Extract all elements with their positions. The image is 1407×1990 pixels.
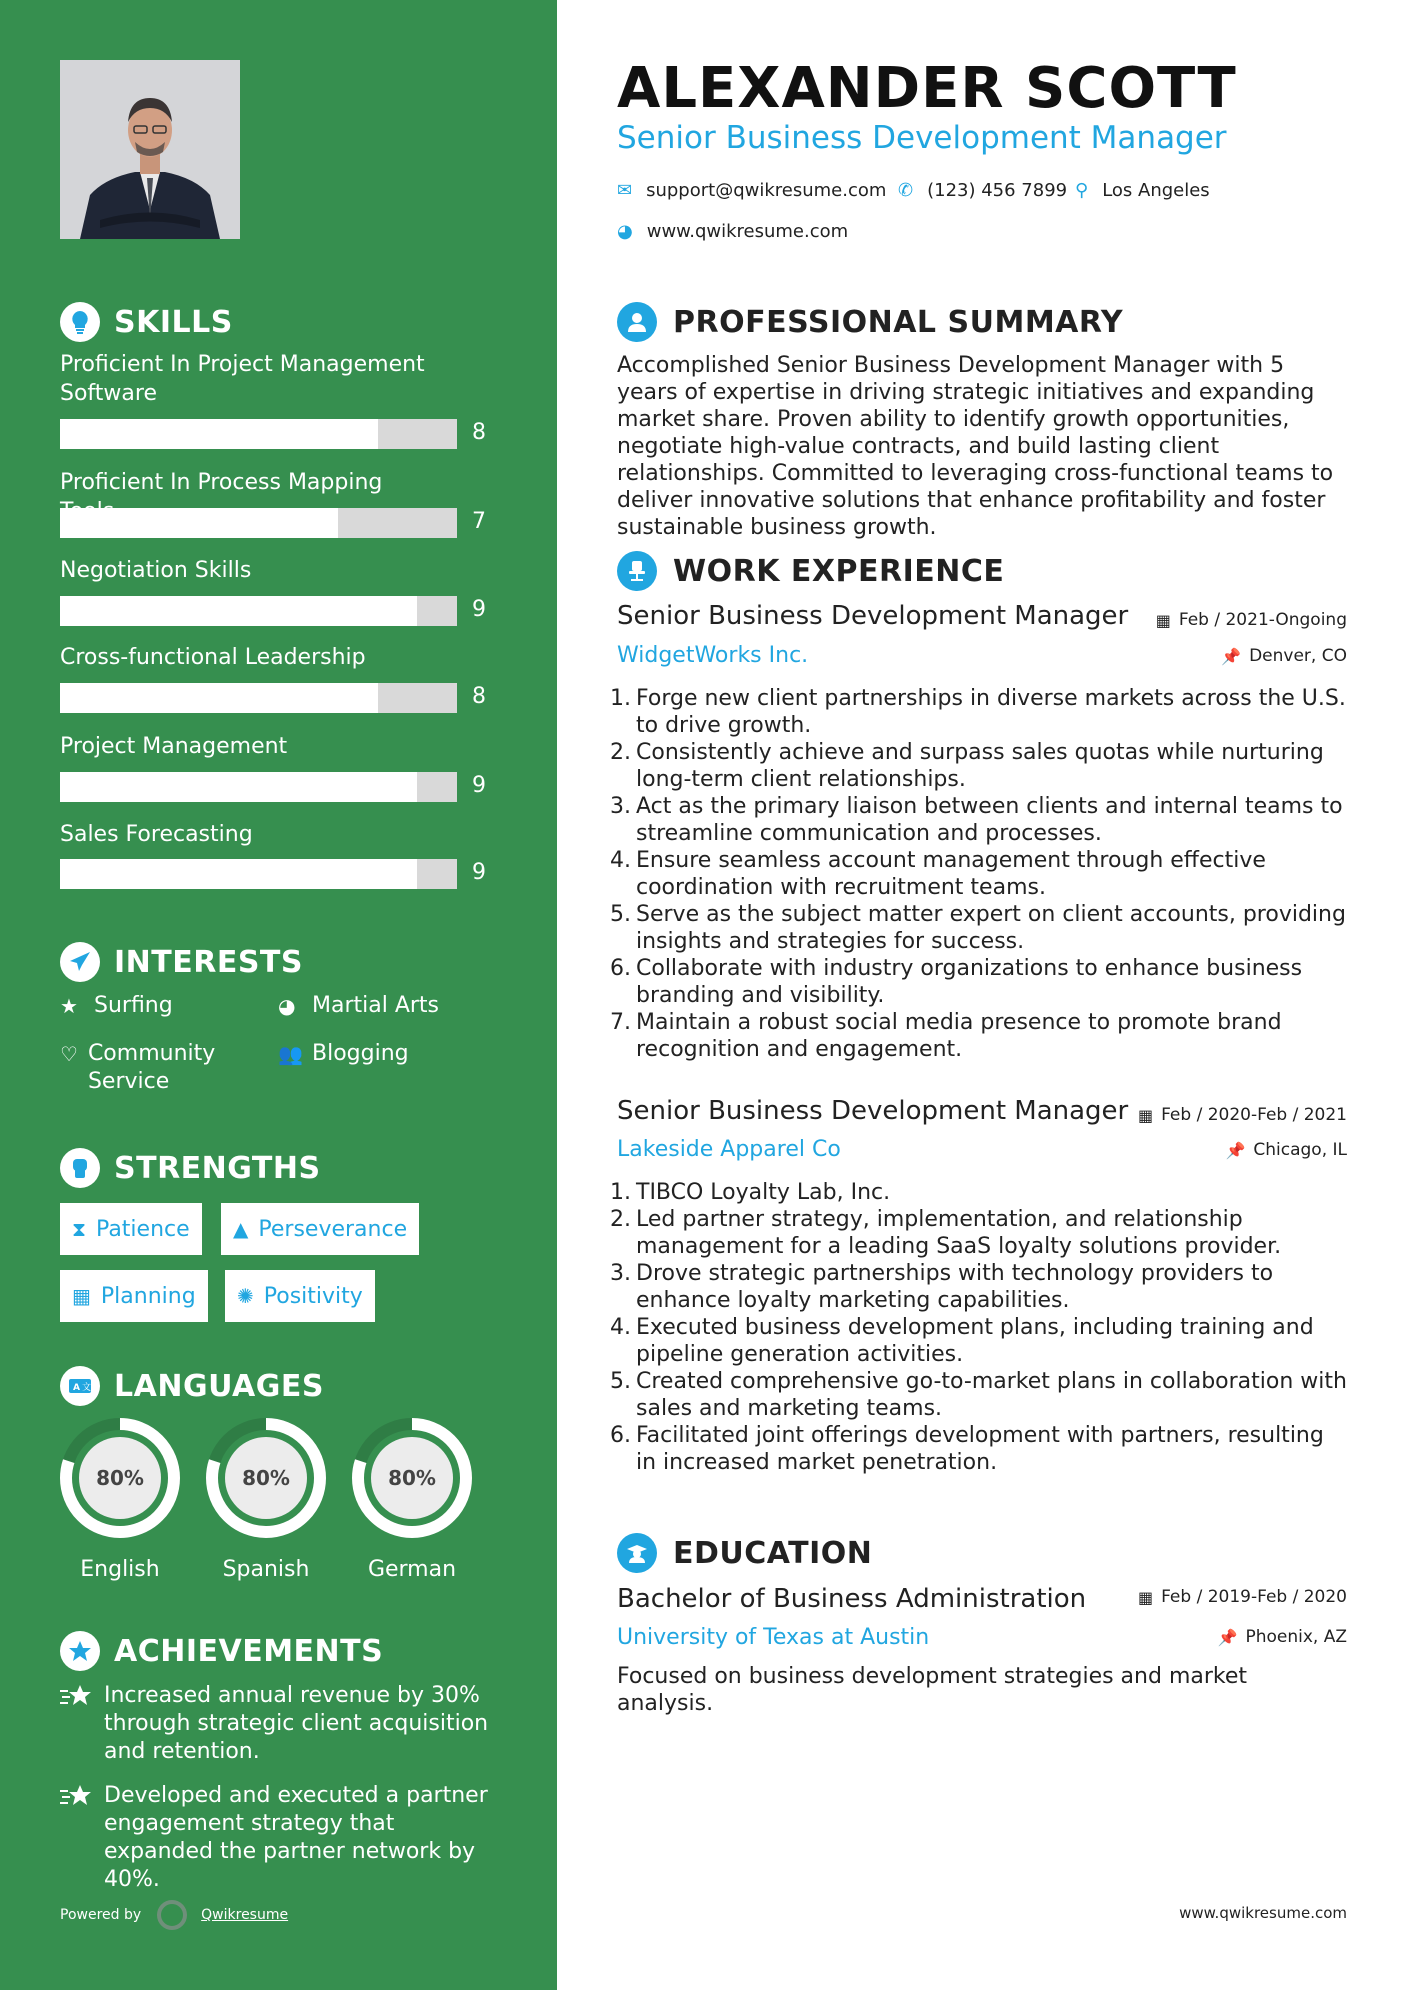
skill-label: Sales Forecasting [60, 822, 253, 847]
globe-icon: ◕ [278, 994, 296, 1018]
language-percent: 80% [242, 1466, 290, 1490]
school-name: University of Texas at Austin [617, 1625, 930, 1650]
skill-bar [60, 419, 457, 449]
job-bullets [610, 1179, 1350, 1476]
star-icon: ★ [60, 994, 78, 1018]
job-dates: ▦ Feb / 2020-Feb / 2021 [1137, 1105, 1347, 1125]
qwikresume-logo-icon [157, 1900, 187, 1930]
globe-icon: ◕ [617, 221, 633, 242]
list-item: 1. Forge new client partnerships in diverse markets across the U.S. to drive growth. [610, 686, 1346, 738]
fist-icon [60, 1148, 100, 1188]
list-item: 5. Serve as the subject matter expert on client accounts, providing insights and strategies for success. [610, 902, 1346, 954]
strength-badge: ⧗ Patience [60, 1203, 202, 1255]
skill-value: 8 [472, 420, 486, 445]
paper-plane-icon [60, 942, 100, 982]
interest-item: 👥 Blogging [278, 1041, 409, 1066]
skill-bar-fill [60, 772, 417, 802]
skill-value: 7 [472, 509, 486, 534]
skill-bar-fill [60, 683, 378, 713]
summary-heading: PROFESSIONAL SUMMARY [617, 302, 1123, 342]
pushpin-icon: 📌 [1225, 1140, 1246, 1160]
skill-value: 9 [472, 597, 486, 622]
list-item: 5. Created comprehensive go-to-market plans in collaboration with sales and marketing teams. [610, 1369, 1347, 1421]
list-item: 4. Ensure seamless account management through effective coordination with recruitment teams. [610, 848, 1266, 900]
language-gauge [351, 1417, 473, 1582]
skill-value: 9 [472, 860, 486, 885]
graduate-icon [617, 1533, 657, 1573]
skill-label: Proficient In Project Management Software [60, 352, 425, 406]
job-dates: ▦ Feb / 2021-Ongoing [1155, 610, 1347, 630]
interest-item: ♡ Community Service [60, 1041, 216, 1094]
pushpin-icon: 📌 [1217, 1627, 1238, 1647]
degree-title: Bachelor of Business Administration [617, 1584, 1087, 1614]
job-bullets [610, 685, 1350, 1063]
pushpin-icon: 📌 [1221, 646, 1242, 666]
phone-icon: ✆ [898, 180, 914, 201]
education-dates: ▦ Feb / 2019-Feb / 2020 [1137, 1587, 1347, 1607]
footer-url[interactable]: www.qwikresume.com [1179, 1904, 1347, 1922]
skill-bar [60, 596, 457, 626]
list-item: 7. Maintain a robust social media presence to promote brand recognition and engagement. [610, 1010, 1282, 1062]
skill-label: Negotiation Skills [60, 558, 252, 583]
language-name: German [367, 1557, 457, 1582]
education-description: Focused on business development strategies and market analysis. [617, 1664, 1248, 1716]
list-item: 6. Facilitated joint offerings development with partners, resulting in increased market penetration. [610, 1423, 1324, 1475]
language-percent: 80% [96, 1466, 144, 1490]
strength-badge: ▦ Planning [60, 1270, 208, 1322]
map-pin-icon: ⚲ [1075, 180, 1089, 201]
lightbulb-icon [60, 302, 100, 342]
achievement-item: Increased annual revenue by 30% through strategic client acquisition and retention. [60, 1682, 500, 1766]
skill-label: Proficient In Process Mapping [60, 470, 383, 495]
interest-item: ★ Surfing [60, 993, 173, 1018]
language-ring [351, 1417, 473, 1539]
languages-heading: A 文 LANGUAGES [60, 1366, 324, 1406]
shooting-star-icon [60, 1782, 92, 1894]
skill-bar-fill [60, 859, 417, 889]
strength-badge: ✺ Positivity [225, 1270, 375, 1322]
contact-website [617, 221, 848, 242]
summary-text: Accomplished Senior Business Development Manager with 5 years of expertise in driving strategic initiatives and expanding market share. Proven ability to identify growth opportunities, negotiate high-value contracts, and build lasting client relationships. Committed to leveraging cross-functional teams to deliver innovative solutions that enhance profitability and foster sustainable business growth. [617, 353, 1334, 540]
interest-item: ◕ Martial Arts [278, 993, 440, 1018]
job-title: Senior Business Development Manager [617, 1096, 1129, 1126]
education-location: 📌 Phoenix, AZ [1217, 1627, 1347, 1647]
job-title: Senior Business Development Manager [617, 601, 1129, 631]
skill-bar-fill [60, 508, 338, 538]
list-item: 4. Executed business development plans, including training and pipeline generation activities. [610, 1315, 1314, 1367]
interests-heading: INTERESTS [60, 942, 303, 982]
hourglass-icon: ⧗ [72, 1217, 87, 1241]
skill-value: 9 [472, 773, 486, 798]
calendar-icon: ▦ [1137, 1105, 1154, 1125]
contact-phone: ✆ (123) 456 7899 [898, 180, 1068, 201]
shooting-star-icon [60, 1682, 92, 1766]
svg-text:文: 文 [82, 1383, 92, 1393]
powered-by: Powered by Qwikresume [60, 1900, 288, 1930]
candidate-title: Senior Business Development Manager [617, 120, 1227, 156]
job-company: WidgetWorks Inc. [617, 643, 809, 668]
skill-label: Project Management [60, 734, 288, 759]
sun-icon: ✺ [237, 1284, 254, 1308]
list-item: 1. TIBCO Loyalty Lab, Inc. [610, 1180, 891, 1205]
calendar-icon: ▦ [72, 1284, 91, 1308]
skill-bar-fill [60, 596, 417, 626]
contact-email [617, 180, 886, 201]
job-location: 📌 Denver, CO [1221, 646, 1347, 666]
candidate-name: ALEXANDER SCOTT [617, 56, 1237, 121]
office-chair-icon [617, 551, 657, 591]
list-item: 2. Led partner strategy, implementation, and relationship management for a leading SaaS loyalty solutions provider. [610, 1207, 1282, 1259]
education-heading: EDUCATION [617, 1533, 872, 1573]
envelope-icon: ✉ [617, 180, 633, 201]
road-icon: ▲ [233, 1217, 249, 1241]
skill-bar [60, 508, 457, 538]
skill-label: Cross-functional Leadership [60, 645, 366, 670]
list-item: 3. Act as the primary liaison between clients and internal teams to streamline communication and processes. [610, 794, 1343, 846]
language-name: Spanish [222, 1557, 310, 1582]
calendar-icon: ▦ [1155, 610, 1171, 630]
profile-photo [60, 60, 240, 239]
user-icon [617, 302, 657, 342]
users-icon: 👥 [278, 1042, 303, 1066]
skill-bar [60, 683, 457, 713]
contact-location: ⚲ Los Angeles [1075, 180, 1210, 201]
language-ring [205, 1417, 327, 1539]
skill-bar [60, 859, 457, 889]
email-link[interactable]: support@qwikresume.com [646, 180, 887, 201]
language-gauge [59, 1417, 181, 1582]
qwikresume-link[interactable]: Qwikresume [201, 1907, 289, 1923]
sidebar [0, 0, 557, 1990]
language-gauge [205, 1417, 327, 1582]
achievements-heading: ACHIEVEMENTS [60, 1631, 383, 1671]
language-card-icon [60, 1366, 100, 1406]
strengths-heading: STRENGTHS [60, 1148, 321, 1188]
skill-bar-fill [60, 419, 378, 449]
skill-value: 8 [472, 684, 486, 709]
svg-text:A: A [73, 1383, 80, 1393]
heart-icon: ♡ [60, 1042, 78, 1066]
skill-bar [60, 772, 457, 802]
calendar-icon: ▦ [1137, 1587, 1154, 1607]
language-ring [59, 1417, 181, 1539]
trophy-star-icon [60, 1631, 100, 1671]
list-item: 6. Collaborate with industry organizations to enhance business branding and visibility. [610, 956, 1303, 1008]
achievement-item: Developed and executed a partner engagement strategy that expanded the partner network by 40%. [60, 1782, 500, 1894]
job-location: 📌 Chicago, IL [1225, 1140, 1347, 1160]
job-company: Lakeside Apparel Co [617, 1137, 841, 1162]
experience-heading: WORK EXPERIENCE [617, 551, 1004, 591]
skills-heading: SKILLS [60, 302, 233, 342]
strength-badge: ▲ Perseverance [221, 1203, 419, 1255]
language-percent: 80% [388, 1466, 436, 1490]
list-item: 2. Consistently achieve and surpass sales quotas while nurturing long-term client relationships. [610, 740, 1324, 792]
website-link[interactable]: www.qwikresume.com [646, 221, 849, 242]
list-item: 3. Drove strategic partnerships with technology providers to enhance loyalty marketing capabilities. [610, 1261, 1274, 1313]
language-name: English [80, 1557, 160, 1582]
